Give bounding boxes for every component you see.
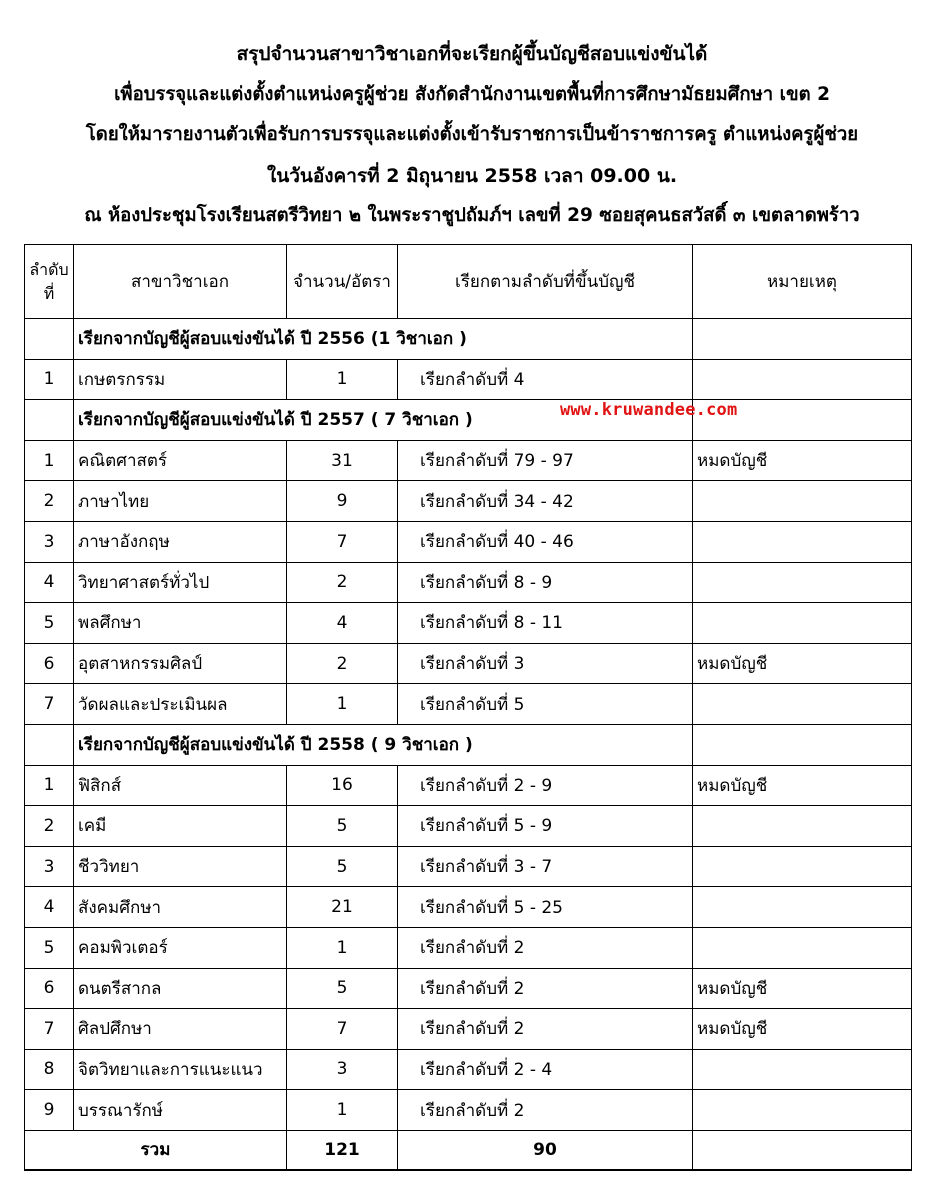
table-row <box>25 684 912 725</box>
row-subject: เกษตรกรรม <box>74 359 287 400</box>
row-note: หมดบัญชี <box>693 765 912 806</box>
row-count: 31 <box>287 440 398 481</box>
row-note <box>693 562 912 603</box>
row-no: 1 <box>25 765 74 806</box>
row-no: 4 <box>25 887 74 928</box>
row-call: เรียกลำดับที่ 2 <box>398 1009 693 1050</box>
row-no: 1 <box>25 359 74 400</box>
row-no: 6 <box>25 968 74 1009</box>
row-no: 1 <box>25 440 74 481</box>
row-no: 7 <box>25 1009 74 1050</box>
table-row <box>25 562 912 603</box>
row-count: 2 <box>287 562 398 603</box>
row-subject: อุตสาหกรรมศิลป์ <box>74 643 287 684</box>
row-call: เรียกลำดับที่ 2 <box>398 968 693 1009</box>
row-no: 3 <box>25 521 74 562</box>
row-note <box>693 359 912 400</box>
group-title: เรียกจากบัญชีผู้สอบแข่งขันได้ ปี 2557 ( 7 วิชาเอก ) <box>74 400 693 441</box>
row-no: 2 <box>25 806 74 847</box>
row-note <box>693 1049 912 1090</box>
row-count: 9 <box>287 481 398 522</box>
row-note <box>693 684 912 725</box>
row-note <box>693 1090 912 1131</box>
row-count: 7 <box>287 1009 398 1050</box>
row-note <box>693 887 912 928</box>
watermark-link: www.kruwandee.com <box>560 400 738 420</box>
row-call: เรียกลำดับที่ 4 <box>398 359 693 400</box>
col-header-call: เรียกตามลำดับที่ขึ้นบัญชี <box>398 245 693 319</box>
row-subject: วัดผลและประเมินผล <box>74 684 287 725</box>
row-subject: คอมพิวเตอร์ <box>74 927 287 968</box>
table-row <box>25 1090 912 1131</box>
group-note-cell <box>693 319 912 360</box>
row-subject: ฟิสิกส์ <box>74 765 287 806</box>
row-count: 7 <box>287 521 398 562</box>
row-call: เรียกลำดับที่ 5 <box>398 684 693 725</box>
col-header-count: จำนวน/อัตรา <box>287 245 398 319</box>
row-count: 21 <box>287 887 398 928</box>
row-no: 5 <box>25 603 74 644</box>
table-row <box>25 643 912 684</box>
header-line-3: โดยให้มารายงานตัวเพื่อรับการบรรจุและแต่งตั้งเข้ารับราชการเป็นข้าราชการครู ตำแหน่งครูผู้ช่วย <box>85 124 859 145</box>
row-count: 3 <box>287 1049 398 1090</box>
total-label: รวม <box>25 1130 287 1170</box>
row-subject: ศิลปศึกษา <box>74 1009 287 1050</box>
row-note: หมดบัญชี <box>693 643 912 684</box>
group-no-cell <box>25 724 74 765</box>
row-count: 1 <box>287 1090 398 1131</box>
row-note: หมดบัญชี <box>693 440 912 481</box>
total-call: 90 <box>398 1130 693 1170</box>
row-note <box>693 481 912 522</box>
total-count: 121 <box>287 1130 398 1170</box>
row-call: เรียกลำดับที่ 2 - 9 <box>398 765 693 806</box>
header-line-1: สรุปจำนวนสาขาวิชาเอกที่จะเรียกผู้ขึ้นบัญชีสอบแข่งขันได้ <box>236 43 708 65</box>
header-line-5: ณ ห้องประชุมโรงเรียนสตรีวิทยา ๒ ในพระราชูปถัมภ์ฯ เลขที่ 29 ซอยสุคนธสวัสดิ์ ๓ เขตลาดพร้าว <box>84 205 860 226</box>
row-call: เรียกลำดับที่ 34 - 42 <box>398 481 693 522</box>
table-row <box>25 968 912 1009</box>
row-count: 4 <box>287 603 398 644</box>
table-row <box>25 603 912 644</box>
row-call: เรียกลำดับที่ 8 - 11 <box>398 603 693 644</box>
row-count: 5 <box>287 846 398 887</box>
table-row <box>25 521 912 562</box>
table-row <box>25 806 912 847</box>
row-note <box>693 521 912 562</box>
row-note: หมดบัญชี <box>693 968 912 1009</box>
row-subject: เคมี <box>74 806 287 847</box>
table-row <box>25 481 912 522</box>
row-subject: พลศึกษา <box>74 603 287 644</box>
table-row <box>25 927 912 968</box>
table-row <box>25 1049 912 1090</box>
row-subject: ดนตรีสากล <box>74 968 287 1009</box>
row-subject: วิทยาศาสตร์ทั่วไป <box>74 562 287 603</box>
row-count: 5 <box>287 806 398 847</box>
table-body <box>25 319 912 1131</box>
row-no: 8 <box>25 1049 74 1090</box>
document-header <box>0 34 944 237</box>
row-note <box>693 603 912 644</box>
row-subject: คณิตศาสตร์ <box>74 440 287 481</box>
row-subject: ชีววิทยา <box>74 846 287 887</box>
row-count: 1 <box>287 359 398 400</box>
row-no: 2 <box>25 481 74 522</box>
row-call: เรียกลำดับที่ 2 <box>398 1090 693 1131</box>
row-note: หมดบัญชี <box>693 1009 912 1050</box>
row-subject: ภาษาไทย <box>74 481 287 522</box>
row-subject: สังคมศึกษา <box>74 887 287 928</box>
group-header-row <box>25 400 912 441</box>
row-note <box>693 806 912 847</box>
subject-summary-table <box>24 244 912 1171</box>
row-call: เรียกลำดับที่ 2 - 4 <box>398 1049 693 1090</box>
row-call: เรียกลำดับที่ 3 - 7 <box>398 846 693 887</box>
row-subject: บรรณารักษ์ <box>74 1090 287 1131</box>
group-title: เรียกจากบัญชีผู้สอบแข่งขันได้ ปี 2556 (1 วิชาเอก ) <box>74 319 693 360</box>
header-line-4: ในวันอังคารที่ 2 มิถุนายน 2558 เวลา 09.00 น. <box>266 164 678 187</box>
group-no-cell <box>25 400 74 441</box>
row-call: เรียกลำดับที่ 79 - 97 <box>398 440 693 481</box>
group-header-row <box>25 724 912 765</box>
group-no-cell <box>25 319 74 360</box>
table-header-row <box>25 245 912 319</box>
row-call: เรียกลำดับที่ 5 - 9 <box>398 806 693 847</box>
row-subject: จิตวิทยาและการแนะแนว <box>74 1049 287 1090</box>
col-header-subject: สาขาวิชาเอก <box>74 245 287 319</box>
row-call: เรียกลำดับที่ 8 - 9 <box>398 562 693 603</box>
col-header-no: ลำดับที่ <box>25 245 74 319</box>
row-no: 3 <box>25 846 74 887</box>
total-row <box>25 1130 912 1170</box>
row-note <box>693 846 912 887</box>
table-row <box>25 846 912 887</box>
group-note-cell <box>693 724 912 765</box>
header-line-2: เพื่อบรรจุและแต่งตั้งตำแหน่งครูผู้ช่วย สังกัดสำนักงานเขตพื้นที่การศึกษามัธยมศึกษา เขต 2 <box>114 83 830 105</box>
row-count: 5 <box>287 968 398 1009</box>
row-subject: ภาษาอังกฤษ <box>74 521 287 562</box>
row-note <box>693 927 912 968</box>
table-row <box>25 359 912 400</box>
row-call: เรียกลำดับที่ 3 <box>398 643 693 684</box>
group-header-row <box>25 319 912 360</box>
row-no: 4 <box>25 562 74 603</box>
table-row <box>25 887 912 928</box>
row-no: 9 <box>25 1090 74 1131</box>
row-no: 6 <box>25 643 74 684</box>
row-count: 1 <box>287 927 398 968</box>
row-no: 5 <box>25 927 74 968</box>
table-row <box>25 440 912 481</box>
table-row <box>25 765 912 806</box>
row-call: เรียกลำดับที่ 2 <box>398 927 693 968</box>
row-no: 7 <box>25 684 74 725</box>
row-count: 1 <box>287 684 398 725</box>
row-call: เรียกลำดับที่ 5 - 25 <box>398 887 693 928</box>
total-note <box>693 1130 912 1170</box>
col-header-note: หมายเหตุ <box>693 245 912 319</box>
table-row <box>25 1009 912 1050</box>
row-count: 2 <box>287 643 398 684</box>
row-count: 16 <box>287 765 398 806</box>
row-call: เรียกลำดับที่ 40 - 46 <box>398 521 693 562</box>
group-title: เรียกจากบัญชีผู้สอบแข่งขันได้ ปี 2558 ( 9 วิชาเอก ) <box>74 724 693 765</box>
